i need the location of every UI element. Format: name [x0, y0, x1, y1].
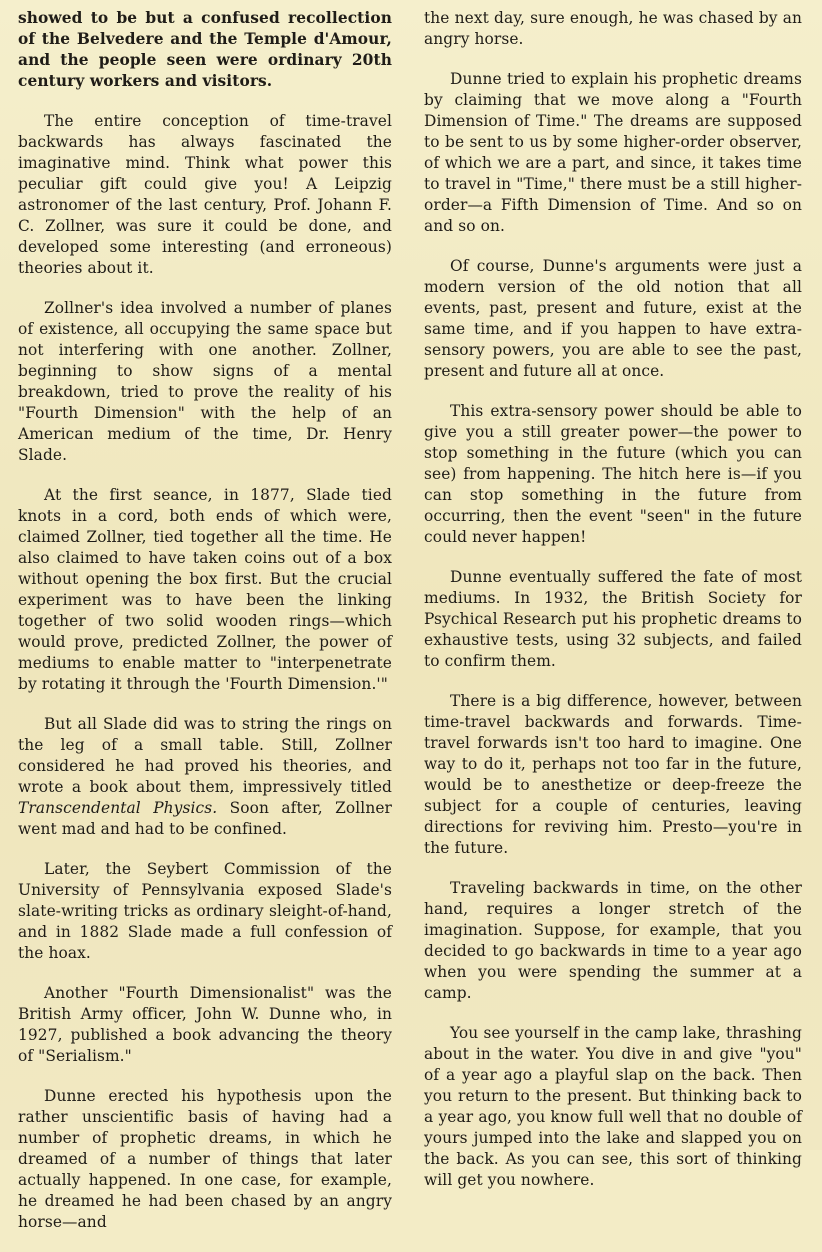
paragraph-slade-rings-before: But all Slade did was to string the rings on the leg of a small table. Still, Zollner considered he had proved his theories, and wrote a book about them, impressively titled: [18, 715, 392, 796]
left-text-column: [18, 8, 392, 1252]
paragraph-dunne-hypothesis: Dunne erected his hypothesis upon the rather unscientific basis of having had a number of prophetic dreams, in which he dreamed of a number of things that later actually happened. In one case, for example, he dreamed he had been chased by an angry horse—and: [18, 1087, 392, 1231]
paragraph-dunne-arguments: Of course, Dunne's arguments were just a modern version of the old notion that all events, past, present and future, exist at the same time, and if you happen to have extra-sensory powers, you are able to see the past, present and future all at once.: [424, 257, 802, 380]
paragraph-dunne-tests: Dunne eventually suffered the fate of most mediums. In 1932, the British Society for Psychical Research put his prophetic dreams to exhaustive tests, using 32 subjects, and failed to confirm them.: [424, 568, 802, 670]
paragraph-dunne-intro: Another "Fourth Dimensionalist" was the British Army officer, John W. Dunne who, in 1927, published a book advancing the theory of "Serialism.": [18, 984, 392, 1065]
paragraph-first-seance: At the first seance, in 1877, Slade tied knots in a cord, both ends of which were, claimed Zollner, tied together all the time. He also claimed to have taken coins out of a box without opening the box first. But the crucial experiment was to have been the linking together of two solid wooden rings—which would prove, predicted Zollner, the power of mediums to enable matter to "interpenetrate by rotating it through the 'Fourth Dimension.'": [18, 486, 392, 693]
paragraph-continuation-right: the next day, sure enough, he was chased by an angry horse.: [424, 9, 802, 48]
paragraph-slade-rings-after: Soon after, Zollner went mad and had to be confined.: [18, 799, 392, 838]
paragraph-fourth-dimension-of-time: Dunne tried to explain his prophetic dreams by claiming that we move along a "Fourth Dimension of Time." The dreams are supposed to be sent to us by some higher-order observer, of which we are a part, and since, it takes time to travel in "Time," there must be a still higher-order—a Fifth Dimension of Time. And so on and so on.: [424, 70, 802, 235]
paragraph-seybert-commission: Later, the Seybert Commission of the University of Pennsylvania exposed Slade's slate-writing tricks as ordinary sleight-of-hand, and in 1882 Slade made a full confession of the hoax.: [18, 860, 392, 962]
paragraph-camp-lake: You see yourself in the camp lake, thrashing about in the water. You dive in and give "you" of a year ago a playful slap on the back. Then you return to the present. But thinking back to a year ago, you know full well that no double of yours jumped into the lake and slapped you on the back. As you can see, this sort of thinking will get you nowhere.: [424, 1024, 802, 1189]
right-text-column: [424, 8, 802, 1210]
paragraph-slade-rings: [18, 714, 392, 840]
paragraph-time-travel-backwards: The entire conception of time-travel backwards has always fascinated the imaginative mind. Think what power this peculiar gift could give you! A Leipzig astronomer of the last century, Prof. Johann F. C. Zollner, was sure it could be done, and developed some interesting (and erroneous) theories about it.: [18, 112, 392, 277]
paragraph-backwards-forwards: There is a big difference, however, between time-travel backwards and forwards. Time-travel forwards isn't too hard to imagine. One way to do it, perhaps not too far in the future, would be to anesthetize or deep-freeze the subject for a couple of centuries, leaving directions for reviving him. Presto—you're in the future.: [424, 692, 802, 857]
book-title: Transcendental Physics.: [18, 799, 218, 817]
paragraph-continuation: showed to be but a confused recollection of the Belvedere and the Temple d'Amour, and the people seen were ordinary 20th century workers and visitors.: [18, 9, 392, 90]
paragraph-zollner-planes: Zollner's idea involved a number of planes of existence, all occupying the same space but not interfering with one another. Zollner, beginning to show signs of a mental breakdown, tried to prove the reality of his "Fourth Dimension" with the help of an American medium of the time, Dr. Henry Slade.: [18, 299, 392, 464]
paragraph-extra-sensory-power: This extra-sensory power should be able to give you a still greater power—the power to stop something in the future (which you can see) from happening. The hitch here is—if you can stop something in the future from occurring, then the event "seen" in the future could never happen!: [424, 402, 802, 546]
paragraph-traveling-backwards: Traveling backwards in time, on the other hand, requires a longer stretch of the imagination. Suppose, for example, that you decided to go backwards in time to a year ago when you were spending the summer at a camp.: [424, 879, 802, 1002]
